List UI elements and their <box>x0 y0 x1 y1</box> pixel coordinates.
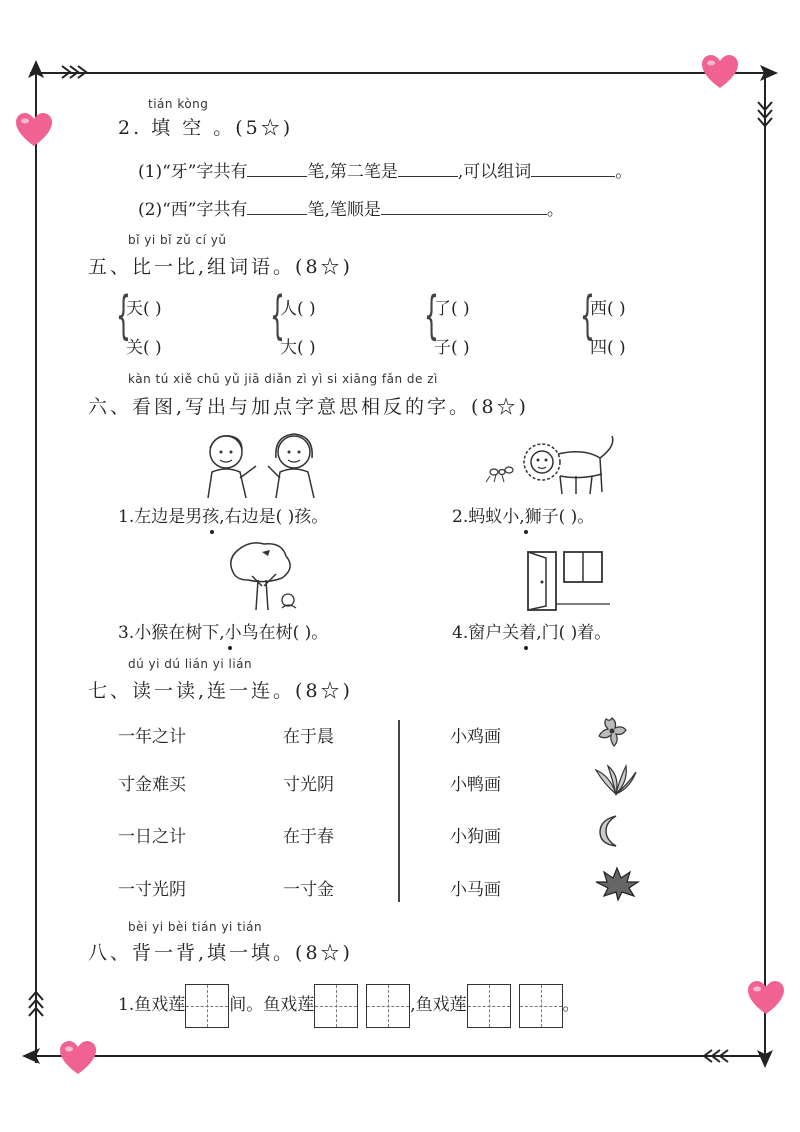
tianzige-box[interactable] <box>185 984 229 1028</box>
brace-icon: { <box>424 286 439 346</box>
tianzige-box[interactable] <box>467 984 511 1028</box>
section2-title: 2. 填 空 。(5☆) <box>118 117 294 139</box>
q1-text-a: (1)“牙”字共有 <box>138 162 248 182</box>
heart-icon <box>14 112 54 148</box>
idiom-start-4[interactable]: 一寸光阴 <box>118 880 186 900</box>
section6-q2: 2.蚂蚁小,狮子( )。 <box>452 507 595 527</box>
line1-text-a: 1.鱼戏莲 <box>118 995 186 1015</box>
section8-title: 八、背一背,填一填。(8☆) <box>88 942 353 964</box>
crescent-moon-icon[interactable] <box>596 814 626 848</box>
idiom-end-1[interactable]: 在于晨 <box>283 727 334 747</box>
section8-pinyin: bèi yi bèi tián yi tián <box>128 920 263 934</box>
pair-3-top: 了( ) <box>434 299 470 319</box>
idiom-start-2[interactable]: 寸金难买 <box>118 775 186 795</box>
tianzige-box[interactable] <box>366 984 410 1028</box>
emphasis-dot <box>228 646 232 650</box>
flower-icon[interactable] <box>594 714 630 750</box>
maple-leaf-icon[interactable] <box>594 866 640 902</box>
tree-monkey-bird-illustration <box>224 540 304 612</box>
idiom-start-3[interactable]: 一日之计 <box>118 827 186 847</box>
section6-q1: 1.左边是男孩,右边是( )孩。 <box>118 507 329 527</box>
section2-q1 <box>138 157 632 182</box>
column-divider <box>398 720 400 902</box>
section7-pinyin: dú yi dú lián yi lián <box>128 657 253 671</box>
line1-text-c: ,鱼戏莲 <box>410 995 467 1015</box>
emphasis-dot <box>524 530 528 534</box>
q1-text-d: 。 <box>615 162 633 182</box>
pair-3-bottom: 子( ) <box>434 338 470 358</box>
animal-drawing-4[interactable]: 小马画 <box>450 880 501 900</box>
q2-text-a: (2)“西”字共有 <box>138 200 248 220</box>
idiom-end-2[interactable]: 寸光阴 <box>283 775 334 795</box>
q2-text-b: 笔,笔顺是 <box>307 200 381 220</box>
q1-text-b: 笔,第二笔是 <box>307 162 398 182</box>
heart-icon <box>746 980 786 1016</box>
section5-pinyin: bǐ yi bǐ zǔ cí yǔ <box>128 233 227 247</box>
q1-blank-2[interactable] <box>398 160 458 177</box>
boy-girl-illustration <box>196 430 328 498</box>
section6-q3: 3.小猴在树下,小鸟在树( )。 <box>118 623 329 643</box>
q2-blank-2[interactable] <box>381 198 547 215</box>
emphasis-dot <box>210 530 214 534</box>
pair-1-bottom: 关( ) <box>126 338 162 358</box>
q2-text-c: 。 <box>546 200 564 220</box>
q1-blank-1[interactable] <box>247 160 307 177</box>
section6-q4: 4.窗户关着,门( )着。 <box>452 623 612 643</box>
idiom-end-4[interactable]: 一寸金 <box>283 880 334 900</box>
idiom-end-3[interactable]: 在于春 <box>283 827 334 847</box>
emphasis-dot <box>524 646 528 650</box>
pair-4-bottom: 四( ) <box>590 338 626 358</box>
section6-pinyin: kàn tú xiě chū yǔ jiā diǎn zì yì si xiāng fǎn de zì <box>128 372 438 386</box>
brace-icon: { <box>270 286 285 346</box>
bamboo-leaf-icon[interactable] <box>594 764 638 796</box>
brace-icon: { <box>116 286 131 346</box>
line1-text-d: 。 <box>562 995 580 1015</box>
tianzige-box[interactable] <box>519 984 563 1028</box>
animal-drawing-2[interactable]: 小鸭画 <box>450 775 501 795</box>
tianzige-box[interactable] <box>314 984 358 1028</box>
animal-drawing-1[interactable]: 小鸡画 <box>450 727 501 747</box>
q1-blank-3[interactable] <box>531 160 615 177</box>
window-door-illustration <box>524 550 612 612</box>
pair-4-top: 西( ) <box>590 299 626 319</box>
idiom-start-1[interactable]: 一年之计 <box>118 727 186 747</box>
pair-1-top: 天( ) <box>126 299 162 319</box>
q2-blank-1[interactable] <box>247 198 307 215</box>
heart-icon <box>58 1040 98 1076</box>
ant-lion-illustration <box>484 432 624 498</box>
section6-title: 六、看图,写出与加点字意思相反的字。(8☆) <box>88 396 529 418</box>
q1-text-c: ,可以组词 <box>457 162 532 182</box>
brace-icon: { <box>580 286 595 346</box>
pair-2-bottom: 大( ) <box>280 338 316 358</box>
pair-2-top: 人( ) <box>280 299 316 319</box>
animal-drawing-3[interactable]: 小狗画 <box>450 827 501 847</box>
section8-line1 <box>118 980 580 1030</box>
section2-pinyin: tián kòng <box>148 97 209 111</box>
section2-q2 <box>138 195 564 220</box>
section5-title: 五、比一比,组词语。(8☆) <box>88 256 353 278</box>
line1-text-b: 间。鱼戏莲 <box>229 995 315 1015</box>
section7-title: 七、读一读,连一连。(8☆) <box>88 680 353 702</box>
heart-icon <box>700 54 740 90</box>
